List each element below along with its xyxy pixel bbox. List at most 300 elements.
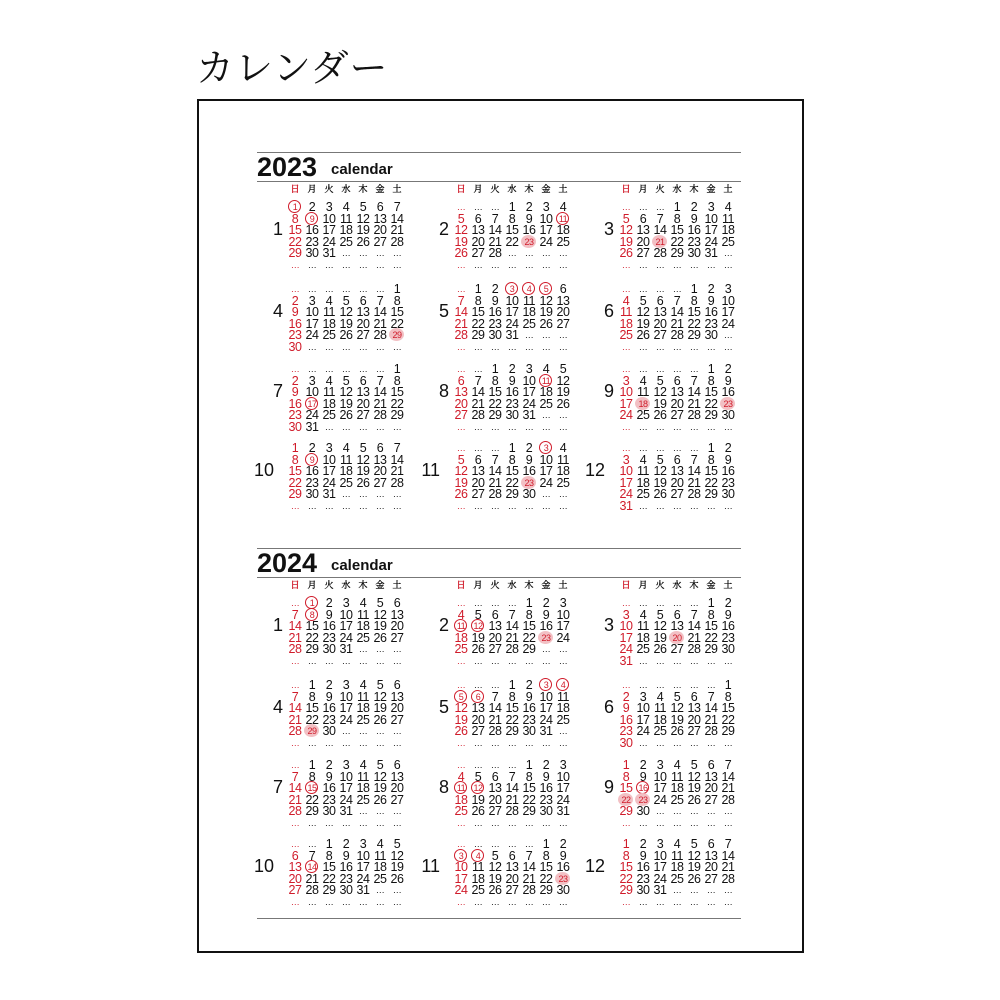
day-filler: … (341, 260, 351, 270)
calendar-day: 19 (390, 860, 404, 875)
calendar-day: 20 (704, 781, 718, 796)
calendar-day: 8 (474, 293, 482, 308)
calendar-day: 21 (288, 630, 302, 645)
weekday-header: 木 (524, 580, 534, 590)
calendar-day: 26 (636, 328, 650, 343)
day-filler: … (490, 839, 500, 849)
calendar-day: 18 (471, 871, 485, 886)
weekday-header: 木 (358, 580, 368, 590)
day-filler: … (307, 284, 317, 294)
calendar-day: 29 (305, 804, 319, 819)
calendar-day: 21 (488, 475, 502, 490)
day-filler: … (456, 598, 466, 608)
calendar-day: 26 (373, 792, 387, 807)
calendar-day: 30 (522, 487, 536, 502)
calendar-day: 21 (505, 792, 519, 807)
day-filler: … (307, 364, 317, 374)
calendar-day: 19 (454, 712, 468, 727)
day-filler: … (358, 284, 368, 294)
calendar-day: 27 (704, 871, 718, 886)
calendar-day: 27 (390, 712, 404, 727)
day-filler: … (290, 598, 300, 608)
calendar-day: 27 (488, 642, 502, 657)
day-filler: … (392, 260, 402, 270)
day-filler: … (307, 342, 317, 352)
calendar-day: 9 (639, 769, 647, 784)
day-filler: … (507, 422, 517, 432)
calendar-day: 20 (488, 630, 502, 645)
calendar-day: 11 (654, 701, 666, 716)
day-filler: … (490, 342, 500, 352)
day-filler: … (456, 897, 466, 907)
calendar-day: 8 (508, 211, 516, 226)
day-filler: … (375, 489, 385, 500)
calendar-day: 28 (687, 487, 701, 502)
calendar-day: 17 (505, 305, 519, 320)
calendar-day: 14 (454, 305, 468, 320)
calendar-day: 27 (373, 475, 387, 490)
day-filler: … (490, 738, 500, 748)
calendar-day: 4 (673, 837, 681, 851)
calendar-day: 26 (653, 642, 667, 657)
day-filler: … (392, 885, 402, 896)
calendar-day: 21 (390, 223, 404, 238)
calendar-day: 26 (539, 316, 553, 331)
calendar-day: 14 (288, 781, 302, 796)
calendar-day: 30 (322, 642, 336, 657)
day-filler: … (723, 738, 733, 748)
calendar-day: 31 (619, 654, 633, 668)
day-filler: … (324, 342, 334, 352)
calendar-day: 28 (373, 408, 387, 423)
day-filler: … (290, 818, 300, 828)
calendar-day: 9 (724, 452, 732, 467)
day-filler: … (558, 248, 568, 259)
calendar-day: 26 (653, 408, 667, 423)
calendar-day: 14 (488, 701, 502, 716)
weekday-header: 月 (638, 580, 648, 590)
weekday-header: 水 (507, 184, 517, 194)
calendar-day: 16 (721, 464, 735, 479)
calendar-day: 23 (538, 632, 554, 645)
weekday-header: 水 (672, 580, 682, 590)
day-filler: … (456, 656, 466, 666)
day-filler: … (689, 260, 699, 270)
day-filler: … (490, 818, 500, 828)
calendar-day: 13 (704, 848, 718, 863)
calendar-day: 12 (339, 385, 353, 400)
calendar-day: 24 (653, 871, 667, 886)
day-filler: … (524, 818, 534, 828)
day-filler: … (473, 656, 483, 666)
calendar-day: 2 (308, 200, 316, 214)
calendar-day: 20 (356, 316, 370, 331)
calendar-day: 15 (687, 305, 701, 320)
weekday-header: 日 (456, 580, 466, 590)
calendar-day: 27 (505, 883, 519, 898)
calendar-day: 12 (470, 782, 486, 795)
calendar-day: 12 (539, 293, 553, 308)
calendar-day: 22 (619, 871, 633, 886)
calendar-day: 1 (304, 597, 320, 610)
weekday-header: 月 (638, 184, 648, 194)
calendar-day: 13 (687, 701, 701, 716)
day-filler: … (541, 422, 551, 432)
day-filler: … (672, 806, 682, 817)
day-filler: … (672, 364, 682, 374)
calendar-day: 14 (288, 619, 302, 634)
calendar-day: 30 (721, 408, 735, 423)
calendar-day: 18 (522, 305, 536, 320)
calendar-day: 23 (619, 724, 633, 739)
calendar-day: 10 (339, 607, 353, 622)
weekday-header: 月 (473, 184, 483, 194)
calendar-day: 4 (457, 607, 465, 622)
calendar-day: 15 (522, 781, 536, 796)
calendar-day: 10 (339, 769, 353, 784)
calendar-day: 16 (522, 223, 536, 238)
day-filler: … (358, 248, 368, 259)
calendar-day: 17 (322, 464, 336, 479)
day-filler: … (638, 656, 648, 666)
day-filler: … (655, 897, 665, 907)
day-filler: … (456, 738, 466, 748)
calendar-day: 17 (653, 860, 667, 875)
calendar-day: 24 (619, 408, 633, 423)
calendar-day: 17 (539, 464, 553, 479)
calendar-day: 27 (556, 316, 570, 331)
calendar-day: 1 (673, 200, 681, 214)
calendar-day: 8 (690, 293, 698, 308)
calendar-day: 30 (636, 883, 650, 898)
calendar-day: 4 (359, 758, 367, 772)
calendar-day: 28 (488, 246, 502, 261)
calendar-day: 30 (322, 804, 336, 819)
calendar-day: 2 (724, 362, 732, 376)
calendar-day: 10 (322, 211, 336, 226)
calendar-day: 24 (305, 328, 319, 343)
calendar-day: 18 (556, 701, 570, 716)
calendar-day: 28 (488, 487, 502, 502)
calendar-day: 19 (687, 860, 701, 875)
calendar-day: 20 (669, 632, 685, 645)
calendar-day: 25 (471, 883, 485, 898)
day-filler: … (456, 422, 466, 432)
day-filler: … (456, 284, 466, 294)
day-filler: … (324, 501, 334, 511)
day-filler: … (723, 260, 733, 270)
calendar-day: 30 (305, 487, 319, 502)
day-filler: … (621, 284, 631, 294)
calendar-day: 29 (721, 724, 735, 739)
calendar-day: 14 (304, 861, 320, 874)
calendar-day: 1 (525, 758, 533, 772)
calendar-day: 26 (339, 408, 353, 423)
calendar-day: 6 (457, 373, 465, 388)
calendar-day: 12 (636, 305, 650, 320)
day-filler: … (655, 342, 665, 352)
calendar-day: 9 (525, 452, 533, 467)
calendar-day: 3 (542, 200, 550, 214)
calendar-day: 6 (559, 282, 567, 296)
calendar-day: 27 (471, 487, 485, 502)
day-filler: … (524, 839, 534, 849)
calendar-day: 27 (471, 724, 485, 739)
calendar-day: 21 (305, 871, 319, 886)
calendar-day: 15 (619, 781, 633, 796)
calendar-day: 29 (687, 328, 701, 343)
calendar-day: 25 (619, 328, 633, 343)
calendar-day: 17 (704, 223, 718, 238)
calendar-day: 18 (721, 223, 735, 238)
calendar-day: 25 (454, 804, 468, 819)
day-filler: … (689, 364, 699, 374)
calendar-day: 12 (454, 464, 468, 479)
day-filler: … (689, 443, 699, 453)
calendar-day: 24 (322, 475, 336, 490)
calendar-day: 20 (556, 305, 570, 320)
day-filler: … (723, 248, 733, 259)
calendar-day: 29 (704, 487, 718, 502)
calendar-day: 16 (721, 619, 735, 634)
calendar-day: 5 (376, 758, 384, 772)
calendar-day: 29 (539, 883, 553, 898)
calendar-day: 24 (339, 792, 353, 807)
day-filler: … (324, 738, 334, 748)
calendar-day: 30 (322, 724, 336, 739)
weekday-header: 金 (375, 184, 385, 194)
calendar-day: 7 (508, 607, 516, 622)
day-filler: … (507, 248, 517, 259)
calendar-day: 14 (373, 385, 387, 400)
calendar-day: 25 (356, 630, 370, 645)
month-number: 12 (585, 460, 606, 480)
month-number: 6 (603, 301, 614, 321)
calendar-day: 7 (724, 758, 732, 772)
calendar-day: 1 (508, 441, 516, 455)
weekday-header: 木 (689, 580, 699, 590)
day-filler: … (392, 248, 402, 259)
calendar-day: 31 (522, 408, 536, 423)
calendar-day: 11 (357, 769, 369, 784)
calendar-day: 2 (559, 837, 567, 851)
day-filler: … (490, 656, 500, 666)
day-filler: … (541, 644, 551, 655)
day-filler: … (723, 342, 733, 352)
day-filler: … (638, 284, 648, 294)
calendar-day: 12 (339, 305, 353, 320)
calendar-day: 23 (720, 398, 736, 411)
calendar-day: 11 (557, 689, 569, 704)
day-filler: … (324, 897, 334, 907)
weekday-header: 土 (558, 580, 568, 590)
day-filler: … (541, 897, 551, 907)
day-filler: … (655, 818, 665, 828)
calendar-day: 5 (639, 293, 647, 308)
day-filler: … (558, 726, 568, 737)
day-filler: … (706, 260, 716, 270)
day-filler: … (689, 598, 699, 608)
calendar-day: 3 (538, 679, 554, 692)
calendar-day: 20 (288, 871, 302, 886)
calendar-day: 2 (525, 200, 533, 214)
calendar-day: 9 (325, 689, 333, 704)
weekday-header: 土 (723, 580, 733, 590)
calendar-day: 13 (670, 464, 684, 479)
calendar-day: 29 (390, 408, 404, 423)
calendar-day: 4 (639, 373, 647, 388)
day-filler: … (473, 760, 483, 770)
day-filler: … (375, 806, 385, 817)
calendar-day: 25 (636, 642, 650, 657)
calendar-day: 4 (559, 441, 567, 455)
weekday-header: 日 (456, 184, 466, 194)
calendar-day: 13 (471, 701, 485, 716)
calendar-day: 22 (390, 316, 404, 331)
calendar-day: 2 (724, 441, 732, 455)
calendar-day: 18 (619, 316, 633, 331)
calendar-day: 4 (656, 689, 664, 704)
day-filler: … (689, 656, 699, 666)
day-filler: … (524, 330, 534, 341)
calendar-day: 12 (653, 385, 667, 400)
calendar-day: 8 (525, 607, 533, 622)
calendar-day: 7 (457, 293, 465, 308)
calendar-day: 15 (288, 464, 302, 479)
calendar-day: 5 (474, 769, 482, 784)
calendar-day: 27 (653, 328, 667, 343)
day-filler: … (558, 410, 568, 421)
calendar-day: 12 (470, 620, 486, 633)
day-filler: … (341, 726, 351, 737)
calendar-day: 28 (721, 871, 735, 886)
calendar-day: 28 (687, 408, 701, 423)
calendar-day: 3 (622, 373, 630, 388)
calendar-day: 10 (619, 619, 633, 634)
day-filler: … (392, 738, 402, 748)
calendar-day: 29 (322, 883, 336, 898)
day-filler: … (655, 656, 665, 666)
calendar-day: 8 (325, 848, 333, 863)
day-filler: … (341, 364, 351, 374)
day-filler: … (290, 897, 300, 907)
month-number: 5 (438, 697, 449, 717)
day-filler: … (358, 501, 368, 511)
calendar-day: 30 (288, 340, 302, 354)
day-filler: … (392, 489, 402, 500)
day-filler: … (507, 760, 517, 770)
calendar-day: 9 (304, 454, 320, 467)
weekday-header: 火 (490, 580, 500, 590)
day-filler: … (689, 422, 699, 432)
calendar-day: 14 (505, 781, 519, 796)
calendar-day: 24 (653, 792, 667, 807)
calendar-day: 25 (556, 712, 570, 727)
calendar-day: 21 (471, 396, 485, 411)
month-number: 9 (603, 381, 614, 401)
calendar-day: 7 (376, 373, 384, 388)
calendar-day: 19 (653, 396, 667, 411)
calendar-day: 19 (339, 396, 353, 411)
calendar-day: 3 (342, 758, 350, 772)
calendar-day: 28 (390, 475, 404, 490)
calendar-day: 24 (505, 316, 519, 331)
day-filler: … (473, 598, 483, 608)
calendar-day: 15 (305, 701, 319, 716)
day-filler: … (541, 501, 551, 511)
calendar-day: 17 (619, 475, 633, 490)
weekday-header: 水 (507, 580, 517, 590)
calendar-day: 21 (390, 464, 404, 479)
calendar-day: 17 (304, 398, 320, 411)
calendar-day: 1 (308, 758, 316, 772)
calendar-day: 8 (622, 848, 630, 863)
calendar-day: 28 (471, 408, 485, 423)
calendar-day: 15 (305, 619, 319, 634)
year-label: calendar (331, 557, 393, 574)
calendar-day: 17 (619, 396, 633, 411)
calendar-day: 6 (393, 596, 401, 610)
calendar-day: 13 (471, 464, 485, 479)
calendar-day: 10 (305, 385, 319, 400)
calendar-day: 4 (342, 441, 350, 455)
calendar-day: 2 (308, 441, 316, 455)
calendar-day: 12 (373, 769, 387, 784)
calendar-day: 4 (470, 850, 486, 863)
calendar-day: 2 (639, 837, 647, 851)
day-filler: … (358, 726, 368, 737)
calendar-day: 11 (620, 305, 632, 320)
calendar-day: 30 (556, 883, 570, 898)
calendar-day: 3 (622, 607, 630, 622)
calendar-day: 19 (619, 234, 633, 249)
calendar-day: 24 (539, 712, 553, 727)
calendar-day: 13 (471, 223, 485, 238)
day-filler: … (375, 897, 385, 907)
calendar-day: 31 (653, 883, 667, 898)
month-number: 11 (421, 856, 440, 876)
calendar-day: 15 (522, 619, 536, 634)
calendar-day: 15 (721, 701, 735, 716)
calendar-day: 18 (322, 396, 336, 411)
calendar-day: 13 (356, 385, 370, 400)
calendar-day: 7 (724, 837, 732, 851)
day-filler: … (689, 897, 699, 907)
calendar-day: 26 (670, 724, 684, 739)
calendar-day: 5 (622, 211, 630, 226)
calendar-day: 1 (291, 441, 299, 455)
calendar-day: 4 (325, 373, 333, 388)
calendar-day: 26 (339, 328, 353, 343)
calendar-day: 30 (721, 487, 735, 502)
calendar-day: 19 (687, 781, 701, 796)
calendar-day: 23 (305, 475, 319, 490)
day-filler: … (490, 598, 500, 608)
day-filler: … (290, 839, 300, 849)
calendar-day: 20 (471, 712, 485, 727)
calendar-day: 3 (308, 293, 316, 308)
calendar-day: 4 (359, 596, 367, 610)
calendar-day: 23 (687, 234, 701, 249)
calendar-day: 11 (637, 619, 649, 634)
calendar-day: 7 (376, 293, 384, 308)
day-filler: … (290, 260, 300, 270)
calendar-day: 7 (656, 211, 664, 226)
calendar-day: 11 (340, 211, 352, 226)
calendar-day: 30 (636, 804, 650, 819)
calendar-day: 26 (356, 234, 370, 249)
calendar-day: 29 (505, 487, 519, 502)
